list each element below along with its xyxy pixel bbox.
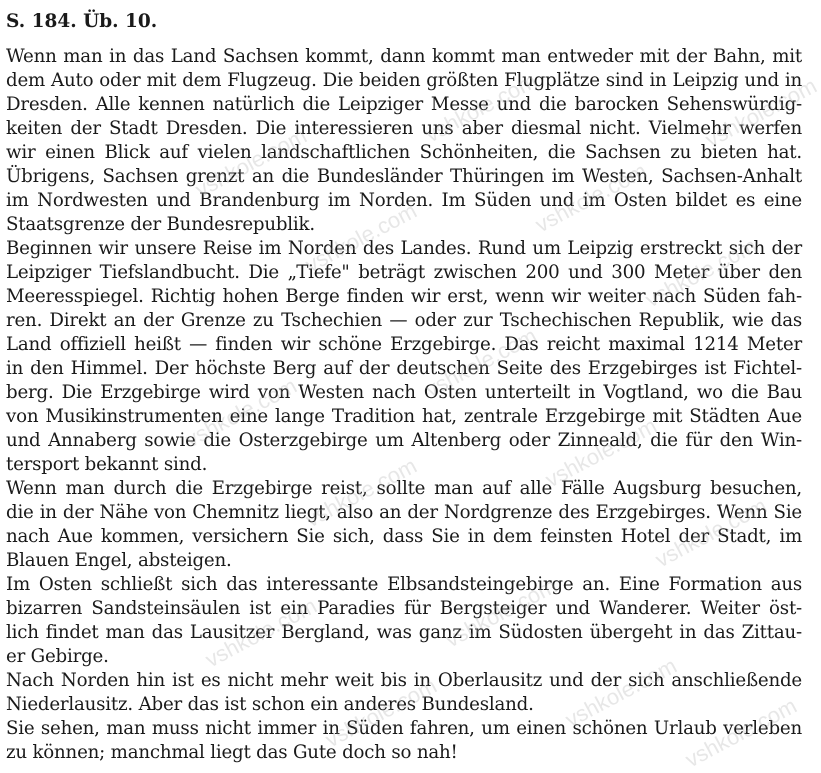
watermark-text: vshkole.com <box>321 672 441 753</box>
text-line: Beginnen wir unsere Reise im Norden des Landes. Rund um Leipzig erstreckt sich der <box>6 238 802 259</box>
exercise-heading: S. 184. Üb. 10. <box>6 11 158 32</box>
watermark-text: vshkole.com <box>561 652 681 733</box>
text-line: Nach Norden hin ist es nicht mehr weit bis in Oberlausitz und der sich anschließende <box>6 670 802 691</box>
watermark-text: vshkole.com <box>651 492 771 573</box>
text-line: tersport bekannt sind. <box>6 454 208 475</box>
text-line: dem Auto oder mit dem Flugzeug. Die beiden größten Flugplätze sind in Leipzig und in <box>6 70 802 91</box>
text-line: Land offiziell heißt — finden wir schöne Erzgebirge. Das reicht maximal 1214 Meter <box>6 334 802 355</box>
watermark-text: vshkole.com <box>641 232 761 313</box>
watermark-text: vshkole.com <box>441 572 561 653</box>
text-line: Im Osten schließt sich das interessante Elbsandsteingebirge an. Eine Formation aus <box>6 574 802 595</box>
text-line: von Musikinstrumenten eine lange Tradition hat, zentrale Erzgebirge mit Städten Aue <box>6 406 802 427</box>
text-line: Meeresspiegel. Richtig hohen Berge finden wir erst, wenn wir weiter nach Süden fah- <box>6 286 802 307</box>
text-line: Wenn man durch die Erzgebirge reist, sollte man auf alle Fälle Augsburg besuchen, <box>6 478 802 499</box>
text-line: Sie sehen, man muss nicht immer in Süden fahren, um einen schönen Urlaub verleben <box>6 718 802 739</box>
watermark-text: vshkole.com <box>301 197 421 278</box>
text-line: Übrigens, Sachsen grenzt an die Bundesländer Thüringen im Westen, Sachsen-Anhalt <box>6 166 802 187</box>
watermark-text: vshkole.com <box>701 72 821 153</box>
text-line: Staatsgrenze der Bundesrepublik. <box>6 214 315 235</box>
text-line: ren. Direkt an der Grenze zu Tschechien — oder zur Tschechischen Republik, wie das <box>6 310 802 331</box>
text-line: keiten der Stadt Dresden. Die interessieren uns aber diesmal nicht. Vielmehr werfen <box>6 118 802 139</box>
text-line: lich findet man das Lausitzer Bergland, was ganz im Südosten übergeht in das Zittau- <box>6 622 802 643</box>
text-body <box>6 45 802 765</box>
watermark-text: vshkole.com <box>201 592 321 673</box>
watermark-text: vshkole.com <box>191 122 311 203</box>
text-line: bizarren Sandsteinsäulen ist ein Paradies für Bergsteiger und Wanderer. Weiter öst- <box>6 598 802 619</box>
text-line: berg. Die Erzgebirge wird von Westen nach Osten unterteilt in Vogtland, wo die Bau <box>6 382 802 403</box>
text-line: in den Himmel. Der höchste Berg auf der deutschen Seite des Erzgebirges ist Fichtel- <box>6 358 802 379</box>
text-line: Niederlausitz. Aber das ist schon ein anderes Bundesland. <box>6 694 534 715</box>
watermark-text: vshkole.com <box>531 157 651 238</box>
watermark-text: vshkole.com <box>681 692 801 773</box>
watermark-text: vshkole.com <box>421 67 541 148</box>
text-line: Leipziger Tiefslandbucht. Die „Tiefe" beträgt zwischen 200 und 300 Meter über den <box>6 262 802 283</box>
text-line: wir einen Blick auf vielen landschaftlichen Schönheiten, die Sachsen zu bieten hat. <box>6 142 802 163</box>
watermark-text: vshkole.com <box>301 452 421 533</box>
watermark-text: vshkole.com <box>541 412 661 493</box>
text-line: Blauen Engel, absteigen. <box>6 550 232 571</box>
text-line: und Annaberg sowie die Osterzgebirge um Altenberg oder Zinneald, die für den Win- <box>6 430 802 451</box>
watermark-text: vshkole.com <box>421 322 541 403</box>
document-page <box>4 0 804 763</box>
text-line: Wenn man in das Land Sachsen kommt, dann kommt man entweder mit der Bahn, mit <box>6 46 802 67</box>
text-line: er Gebirge. <box>6 646 109 667</box>
text-line: Dresden. Alle kennen natürlich die Leipziger Messe und die barocken Sehenswürdig- <box>6 94 802 115</box>
text-line: zu können; manchmal liegt das Gute doch so nah! <box>6 742 458 763</box>
text-line: die in der Nähe von Chemnitz liegt, also an der Nordgrenze des Erzgebirges. Wenn Sie <box>6 502 802 523</box>
watermark-text: vshkole.com <box>181 372 301 453</box>
text-line: im Nordwesten und Brandenburg im Norden. Im Süden und im Osten bildet es eine <box>6 190 802 211</box>
text-line: nach Aue kommen, versichern Sie sich, dass Sie in dem feinsten Hotel der Stadt, im <box>6 526 802 547</box>
